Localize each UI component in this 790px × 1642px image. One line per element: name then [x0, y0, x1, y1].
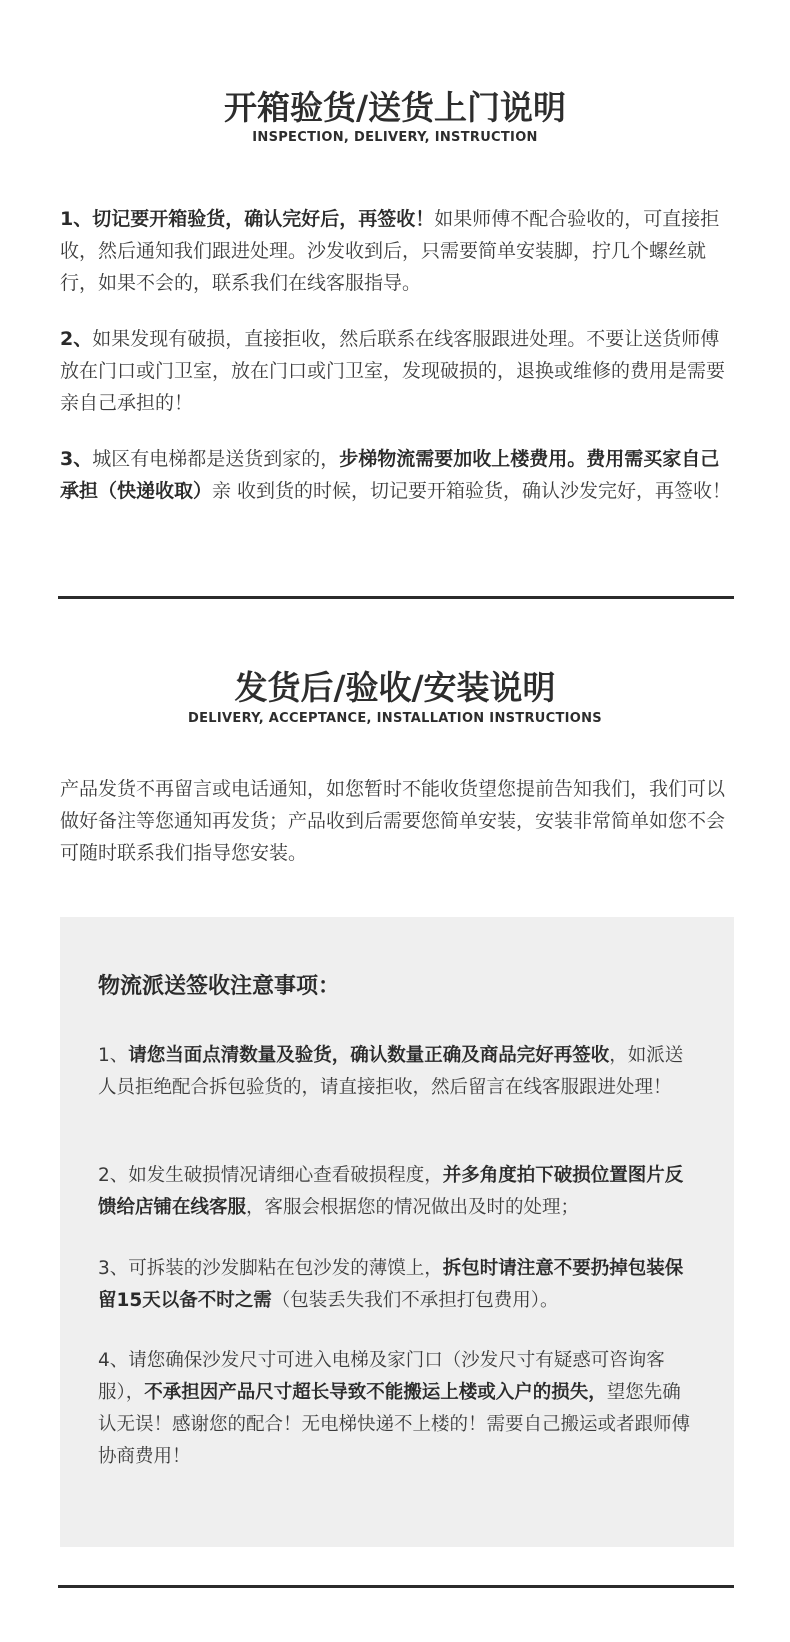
notice-item-1: [98, 1040, 698, 1104]
notice-item-3-prefix: 3、: [98, 1258, 129, 1279]
section1-item-2-number: 2、: [60, 328, 93, 350]
section1-divider: [58, 596, 734, 599]
section1-item-2: [60, 323, 734, 419]
section2-intro: 产品发货不再留言或电话通知，如您暂时不能收货望您提前告知我们，我们可以做好备注等您通知再发货；产品收到后需要您简单安装，安装非常简单如您不会可随时联系我们指导您安装。: [60, 778, 726, 864]
notice-item-4-text-a: 请您确保沙发尺寸可进入电梯及家门口（沙发尺寸有疑惑可咨询客服），: [98, 1350, 665, 1403]
section1-item-1-text: 如果师傅不配合验收的，可直接拒收，然后通知我们跟进处理。沙发收到后，只需要简单安装脚，拧几个螺丝就行，如果不会的，联系我们在线客服指导。: [60, 208, 720, 294]
notice-item-2: [98, 1160, 698, 1224]
section1-subtitle: INSPECTION, DELIVERY, INSTRUCTION: [252, 130, 538, 145]
section2-title: 发货后/验收/安装说明: [234, 668, 556, 707]
notice-box: [60, 917, 734, 1547]
bottom-divider: [58, 1585, 734, 1588]
notice-item-4-prefix: 4、: [98, 1350, 129, 1371]
section1-item-3-text-c: 亲 收到货的时候，切记要开箱验货，确认沙发完好，再签收！: [212, 480, 732, 502]
notice-item-2-prefix: 2、: [98, 1165, 129, 1186]
section2-subtitle: DELIVERY, ACCEPTANCE, INSTALLATION INSTRUCTIONS: [188, 711, 602, 726]
notice-item-2-text-a: 如发生破损情况请细心查看破损程度，: [128, 1165, 443, 1186]
notice-item-2-bold: 并多角度拍下破损位置图片反馈给店铺在线客服: [98, 1165, 684, 1218]
section1-item-3-text-a: 城区有电梯都是送货到家的，: [92, 448, 340, 470]
notice-item-3-bold: 拆包时请注意不要扔掉包装保留15天以备不时之需: [98, 1258, 684, 1311]
notice-item-1-bold: 请您当面点清数量及验货，确认数量正确及商品完好再签收: [128, 1045, 610, 1066]
notice-item-1-prefix: 1、: [98, 1045, 129, 1066]
notice-item-1-text: ，如派送人员拒绝配合拆包验货的，请直接拒收，然后留言在线客服跟进处理！: [98, 1045, 684, 1098]
notice-item-3: [98, 1253, 698, 1317]
notice-item-3-text-b: （包装丢失我们不承担打包费用）。: [271, 1290, 559, 1311]
section1-item-1-bold: 1、切记要开箱验货，确认完好后，再签收！: [60, 208, 435, 230]
notice-item-4-bold: 不承担因产品尺寸超长导致不能搬运上楼或入户的损失，: [144, 1382, 607, 1403]
section1-title: 开箱验货/送货上门说明: [223, 88, 567, 127]
notice-heading: 物流派送签收注意事项：: [98, 974, 341, 999]
section1-item-3: [60, 443, 734, 507]
notice-item-4: [98, 1345, 698, 1473]
section1-item-3-bold: 步梯物流需要加收上楼费用。费用需买家自己承担（快递收取）: [60, 448, 720, 502]
notice-item-3-text-a: 可拆装的沙发脚粘在包沙发的薄馍上，: [128, 1258, 443, 1279]
section1-item-3-number: 3、: [60, 448, 93, 470]
notice-item-4-text-b: 望您先确认无误！感谢您的配合！无电梯快递不上楼的！需要自己搬运或者跟师傅协商费用！: [98, 1382, 691, 1467]
section1-item-1: [60, 203, 734, 299]
notice-item-2-text-b: ，客服会根据您的情况做出及时的处理；: [246, 1197, 580, 1218]
section1-item-2-text: 如果发现有破损，直接拒收，然后联系在线客服跟进处理。不要让送货师傅放在门口或门卫室，放在门口或门卫室，发现破损的，退换或维修的费用是需要亲自己承担的！: [60, 328, 726, 414]
